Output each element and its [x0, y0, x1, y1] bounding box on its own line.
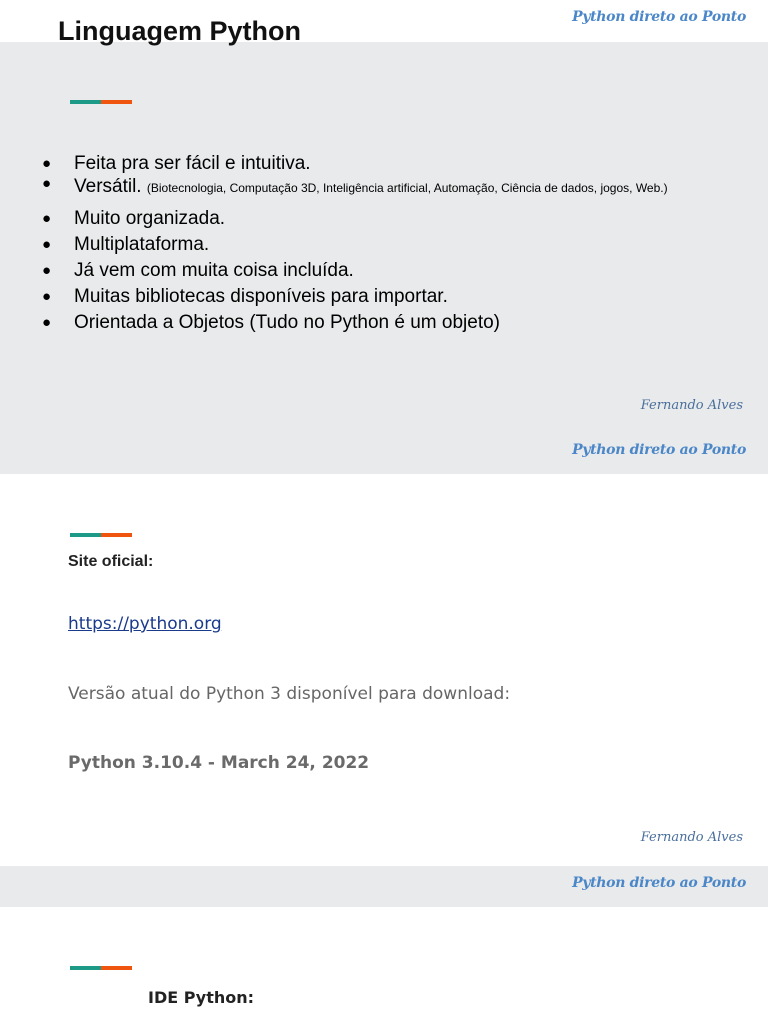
brand-label: Python direto ao Ponto: [572, 9, 746, 25]
feature-list: [42, 151, 732, 336]
versatil-label: Versátil.: [74, 176, 142, 197]
author-signature: Fernando Alves: [640, 398, 743, 413]
author-signature: Fernando Alves: [640, 830, 743, 845]
list-item: ● Orientada a Objetos (Tudo no Python é um objeto): [42, 310, 732, 336]
list-item: ● Feita pra ser fácil e intuitiva.: [42, 151, 732, 177]
list-item: ● Muitas bibliotecas disponíveis para importar.: [42, 284, 732, 310]
accent-line: [70, 533, 132, 537]
version-description: Versão atual do Python 3 disponível para download:: [68, 684, 511, 704]
slide-site-oficial: [0, 474, 768, 866]
list-item: ● Já vem com muita coisa incluída.: [42, 258, 732, 284]
slide-ide-python: [0, 907, 768, 1024]
python-org-link[interactable]: https://python.org: [68, 614, 222, 634]
accent-line: [70, 966, 132, 970]
list-item: ● Multiplataforma.: [42, 232, 732, 258]
ide-heading: IDE Python:: [148, 988, 255, 1007]
brand-label: Python direto ao Ponto: [572, 442, 746, 458]
list-item: [42, 177, 732, 197]
page-title: Linguagem Python: [58, 16, 301, 46]
site-label: Site oficial:: [68, 553, 154, 570]
accent-line: [70, 100, 132, 104]
brand-label: Python direto ao Ponto: [572, 875, 746, 891]
version-value: Python 3.10.4 - March 24, 2022: [68, 753, 370, 773]
list-item: ● Muito organizada.: [42, 206, 732, 232]
slide-linguagem-python: [0, 42, 768, 474]
versatil-detail: (Biotecnologia, Computação 3D, Inteligência artificial, Automação, Ciência de dados, jogos, Web.): [146, 181, 668, 195]
brand-strip: [0, 866, 768, 907]
